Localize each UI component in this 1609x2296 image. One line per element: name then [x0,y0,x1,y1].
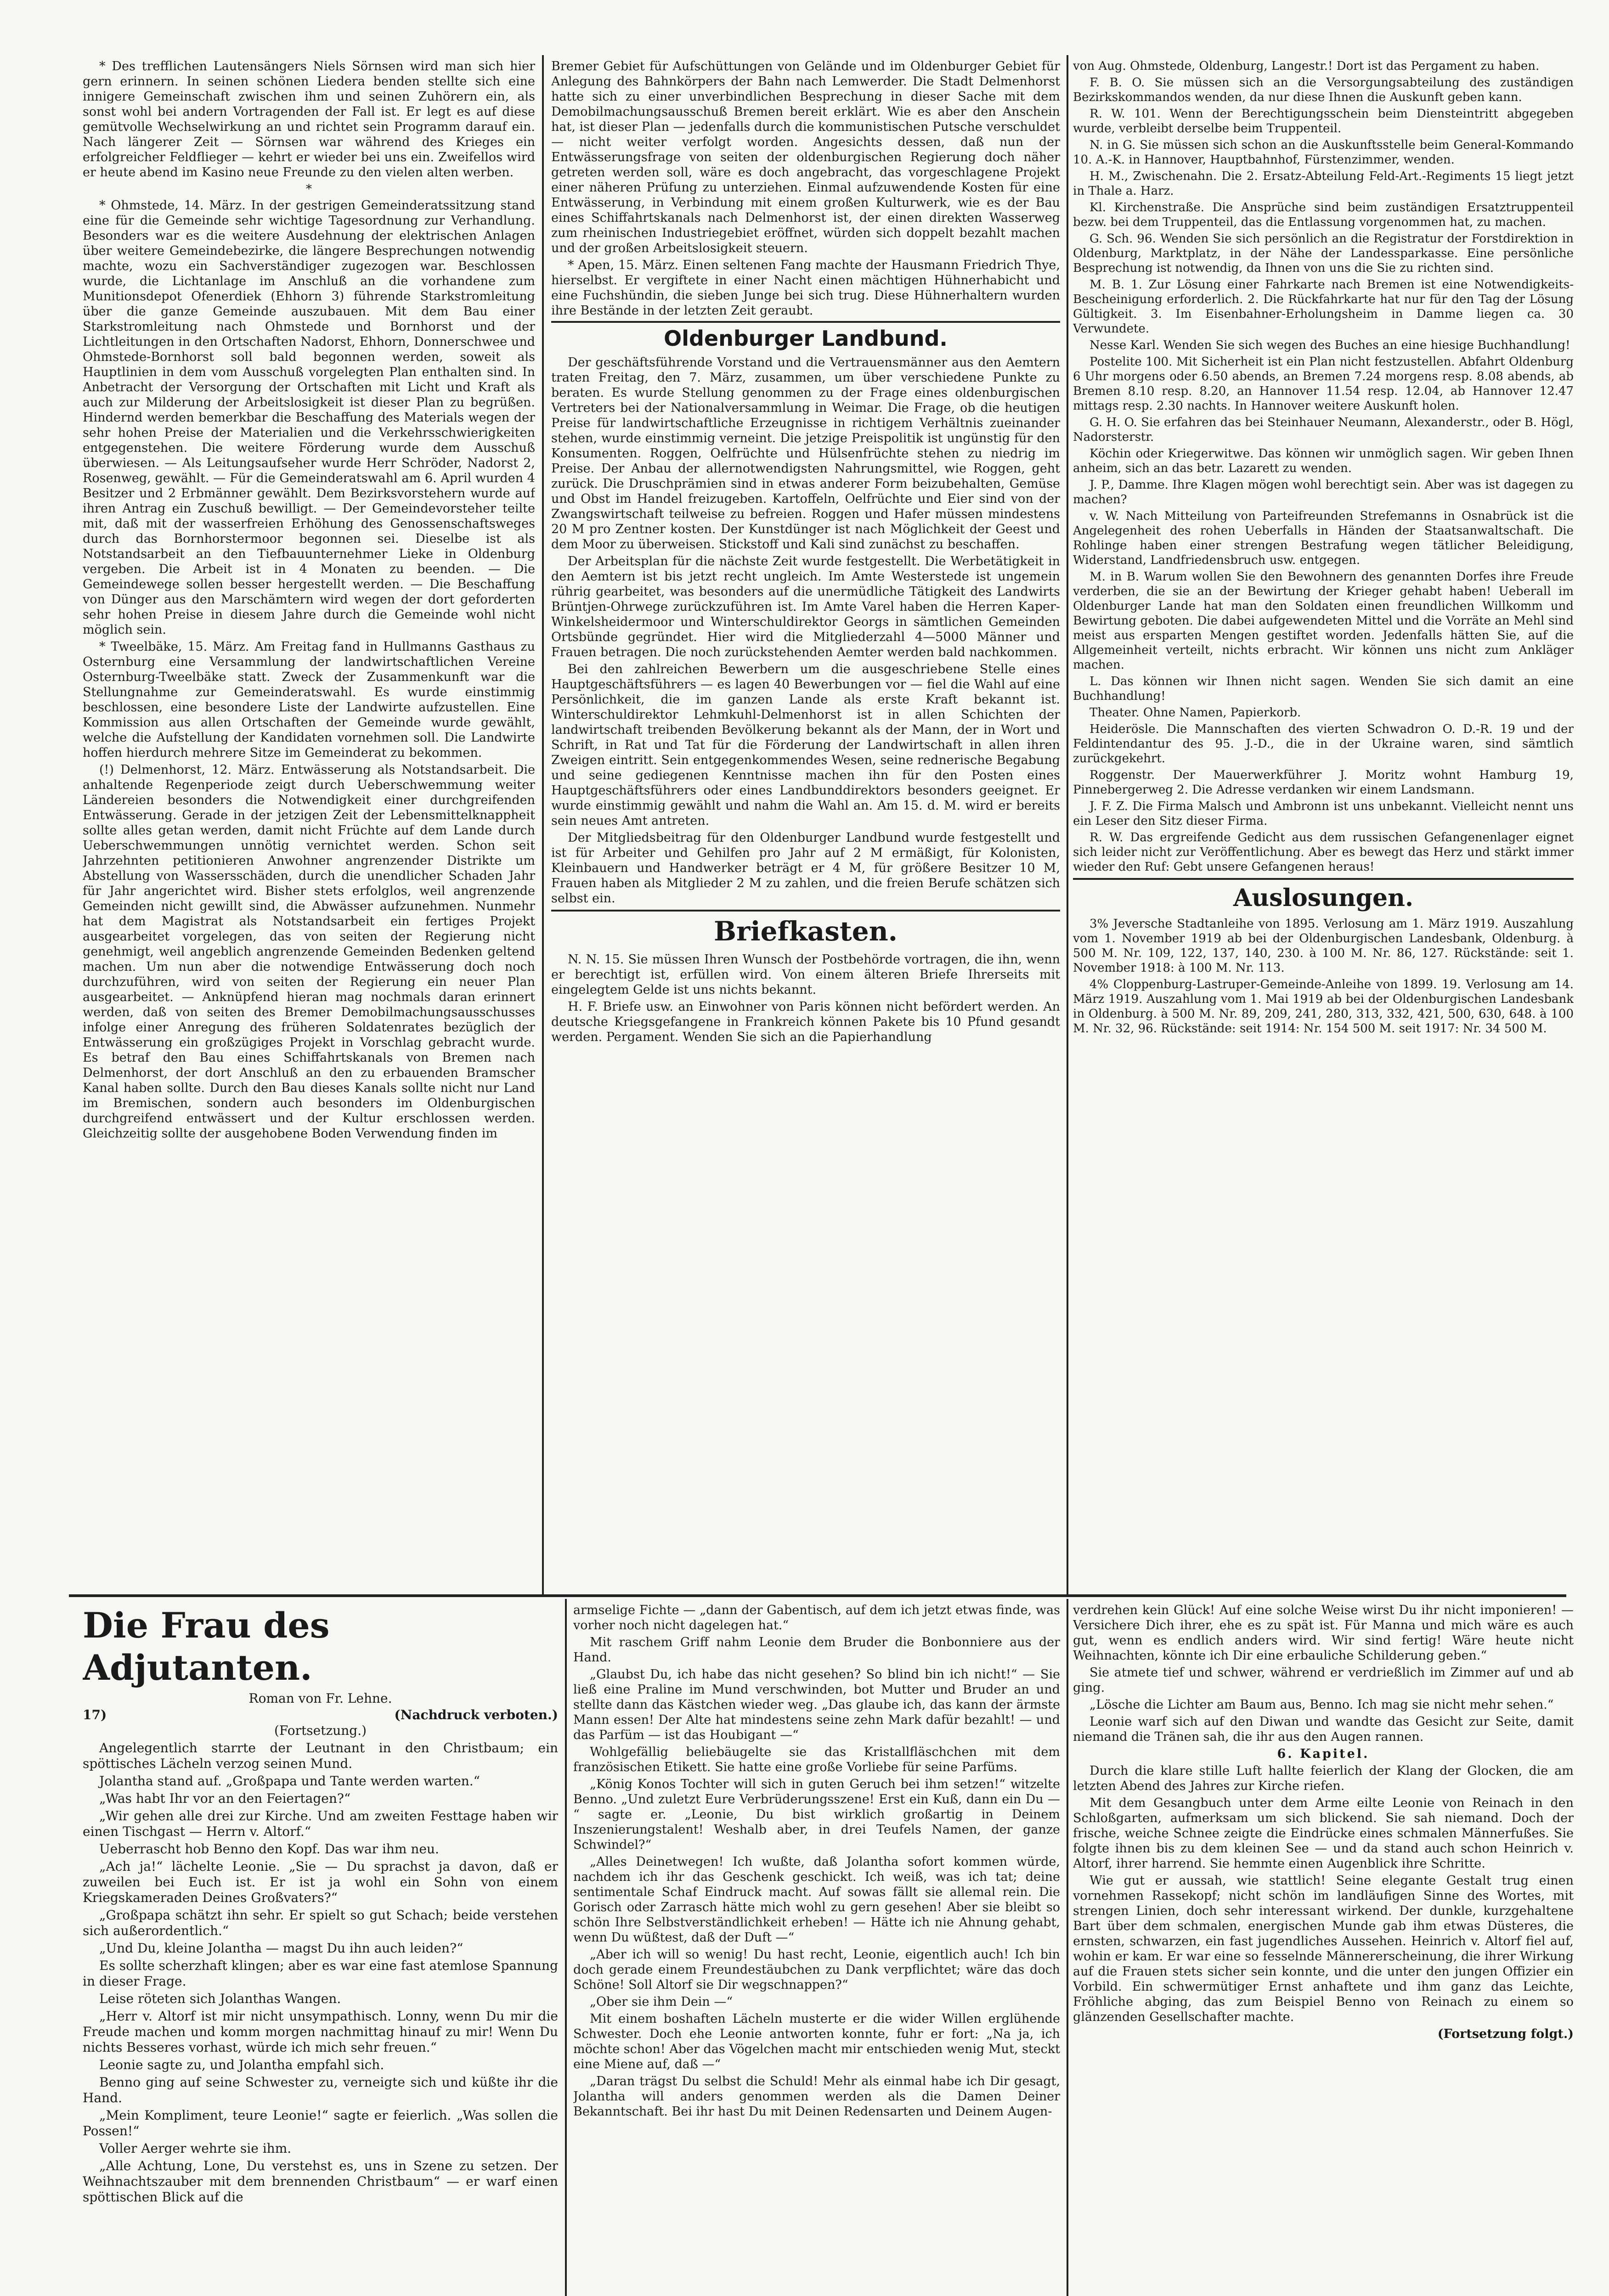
novel-author: Roman von Fr. Lehne. [248,1691,392,1706]
briefkasten-hf: H. F. Briefe usw. an Einwohner von Paris können nicht befördert werden. An deutsche Kriegsgefangene in Frankreich können Pakete bis 10 Pfund gesandt werden. Pergament. Wenden Sie sich an die Papierhandlung [551,1000,1060,1044]
landbund-p3: Bei den zahlreichen Bewerbern um die ausgeschriebene Stelle eines Hauptgeschäftsführers — es lagen 40 Bewerbungen vor — fiel die Wahl auf eine Persönlichkeit, die im ganzen Lande als erste Kraft bekannt ist. Winterschuldirektor Lehmkuhl-Delmenhorst ist in allen Schichten der landwirtschaft treibenden Bevölkerung bekannt als der Mann, der in Wort und Schrift, in Rat und Tat für die Förderung der Landwirtschaft in allen ihren Zweigen eintritt. Sein entgegenkommendes Wesen, seine rednerische Begabung und seine gediegenen Kenntnisse machen ihn für den Posten eines Hauptgeschäftsführers oder eines Landbunddirektors besonders geeignet. Er wurde einstimmig gewählt und nahm die Wahl an. Am 15. d. M. wird er bereits sein neues Amt antreten. [551,662,1060,828]
section-title-auslosungen: Auslosungen. [1233,884,1414,912]
briefkasten-entry: R. W. 101. Wenn der Berechtigungsschein beim Diensteintritt abgegeben wurde, verbleibt derselbe beim Truppenteil. [1073,107,1574,135]
novel-paragraph: „Mein Kompliment, teure Leonie!“ sagte er feierlich. „Was sollen die Possen!“ [83,2108,558,2138]
briefkasten-entry: Köchin oder Kriegerwitwe. Das können wir unmöglich sagen. Wir geben Ihnen anheim, sich an das betr. Lazarett zu wenden. [1073,447,1574,475]
novel-to-be-continued: (Fortsetzung folgt.) [1437,2027,1574,2041]
novel-paragraph: „Daran trägst Du selbst die Schuld! Mehr als einmal habe ich Dir gesagt, Jolantha will anders genommen werden als die Damen Deiner Bekanntschaft. Bei ihr hast Du mit Deinen Redensarten und Deinem Augen- [573,2074,1060,2119]
briefkasten-entry: G. H. O. Sie erfahren das bei Steinhauer Neumann, Alexanderstr., oder B. Högl, Nadorsterstr. [1073,416,1574,444]
novel-paragraph: Leonie sagte zu, und Jolantha empfahl sich. [99,2057,384,2072]
novel-column-1 [83,1603,558,2296]
novel-paragraph: Angelegentlich starrte der Leutnant in den Christbaum; ein spöttisches Lächeln verzog seinen Mund. [83,1740,558,1771]
auslosung-cloppenburg: 4% Cloppenburg-Lastruper-Gemeinde-Anleihe von 1899. 19. Verlosung am 14. März 1919. Auszahlung vom 1. Mai 1919 ab bei der Oldenburgischen Landesbank in Oldenburg. à 500 M. Nr. 89, 209, 241, 280, 313, 332, 421, 500, 630, 648. à 100 M. Nr. 32, 96. Rückstände: seit 1914: Nr. 154 500 M. seit 1917: Nr. 34 500 M. [1073,978,1574,1035]
chapter-heading: 6. Kapitel. [1277,1747,1370,1761]
column-3 [1073,59,1574,1593]
novel-paragraph: Wie gut er aussah, wie stattlich! Seine elegante Gestalt trug einen vornehmen Rassekopf; nicht schön im landläufigen Sinne des Wortes, mit strengen Linien, doch sehr interessant wirkend. Der dunkle, kurzgehaltene Bart über dem schmalen, energischen Munde gab ihm etwas Düsteres, die ernsten, schwarzen, ein fast jugendliches Aussehen. Heinrich v. Altorf fiel auf, wohin er kam. Er war eine so fesselnde Männererscheinung, die ihrer Wirkung auf die Frauen stets sicher sein konnte, und die unter den jungen Offizier ein Vorbild. Ein schwermütiger Ernst anhaftete und ihm ganz das Leichte, Fröhliche abging, das zum Beispiel Benno von Reinach zu einem so glänzenden Gesellschafter machte. [1073,1874,1574,2024]
section-rule [551,321,1060,323]
briefkasten-entry: Nesse Karl. Wenden Sie sich wegen des Buches an eine hiesige Buchhandlung! [1090,338,1570,352]
section-rule [551,910,1060,912]
auslosung-jever: 3% Jeversche Stadtanleihe von 1895. Verlosung am 1. März 1919. Auszahlung vom 1. November 1919 ab bei der Oldenburgischen Landesbank, Oldenburg. à 500 M. Nr. 109, 122, 137, 140, 230. à 100 M. Nr. 86, 127. Rückstände: seit 1. November 1918: à 100 M. Nr. 113. [1073,917,1574,975]
novel-paragraph: „Aber ich will so wenig! Du hast recht, Leonie, eigentlich auch! Ich bin doch gerade einem Freundestäubchen zu Dank verpflichtet; wäre das doch Schöne! Soll Altorf sie Dir wegschnappen?“ [573,1947,1060,1992]
novel-paragraph: Sie atmete tief und schwer, während er verdrießlich im Zimmer auf und ab ging. [1073,1666,1574,1695]
section-rule [1073,878,1574,880]
briefkasten-entry: Kl. Kirchenstraße. Die Ansprüche sind beim zuständigen Ersatztruppenteil bezw. bei dem Truppenteil, das die Entlassung vorgenommen hat, zu machen. [1073,201,1574,229]
briefkasten-entry: von Aug. Ohmstede, Oldenburg, Langestr.! Dort ist das Pergament zu haben. [1073,59,1540,73]
novel-paragraph: Mit einem boshaften Lächeln musterte er die wider Willen erglühende Schwester. Doch ehe Leonie antworten konnte, fuhr er fort: „Na ja, ich möchte schon! Aber das Vögelchen macht mir entschieden wenig Mut, steckt eine Miene auf, daß —“ [573,2012,1060,2071]
novel-paragraph: Leonie warf sich auf den Diwan und wandte das Gesicht zur Seite, damit niemand die Tränen sah, die ihr aus den Augen rannen. [1073,1715,1574,1744]
briefkasten-entry: v. W. Nach Mitteilung von Parteifreunden Strefemanns in Osnabrück ist die Angelegenheit des rohen Ueberfalls in Händen der Staatsanwaltschaft. Die Rohlinge haben einer strengen Bestrafung wegen tätlicher Beleidigung, Widerstand, Landfriedensbruch usw. entgegen. [1073,509,1574,567]
column-2 [551,59,1060,1593]
column-rule [542,55,544,1594]
briefkasten-entry: J. F. Z. Die Firma Malsch und Ambronn ist uns unbekannt. Vielleicht nennt uns ein Leser den Sitz dieser Firma. [1073,799,1574,828]
briefkasten-entry: Heiderösle. Die Mannschaften des vierten Schwadron O. D.-R. 19 und der Feldintendantur des 95. J.-D., die in der Ukraine waren, sind sämtlich zurückgekehrt. [1073,722,1574,765]
briefkasten-entry: N. in G. Sie müssen sich schon an die Auskunftsstelle beim General-Kommando 10. A.-K. in Hannover, Hauptbahnhof, Fürstenzimmer, wenden. [1073,138,1574,167]
novel-column-2 [573,1603,1060,2296]
column-rule [565,1599,567,2296]
novel-number: 17) [83,1707,107,1722]
novel-paragraph: Leise röteten sich Jolanthas Wangen. [99,1991,341,2006]
novel-paragraph: „Ober sie ihm Dein —“ [590,1995,733,2009]
landbund-p4: Der Mitgliedsbeitrag für den Oldenburger Landbund wurde festgestellt und ist für Arbeiter und Gehilfen pro Jahr auf 2 M ermäßigt, für Kolonisten, Kleinbauern und Handwerker beträgt er 4 M, für größere Besitzer 10 M, Frauen haben als Mitglieder 2 M zu zahlen, und die freien Berufe schätzen sich selbst ein. [551,831,1060,906]
novel-paragraph: „Was habt Ihr vor an den Feiertagen?“ [99,1791,351,1806]
novel-paragraph: Jolantha stand auf. „Großpapa und Tante werden warten.“ [99,1773,480,1789]
novel-paragraph: Mit raschem Griff nahm Leonie dem Bruder die Bonbonniere aus der Hand. [573,1635,1060,1665]
briefkasten-entry: G. Sch. 96. Wenden Sie sich persönlich an die Registratur der Forstdirektion in Oldenburg, Marktplatz, in der Nähe der Landessparkasse. Eine persönliche Besprechung ist notwendig, da Ihnen von uns die Sie zu richten sind. [1073,232,1574,275]
landbund-p2: Der Arbeitsplan für die nächste Zeit wurde festgestellt. Die Werbetätigkeit in den Aemtern ist bis jetzt recht ungleich. Im Amte Westerstede ist ungemein rührig gearbeitet, was besonders auf die unermüdliche Tätigkeit des Landwirts Brüntjen-Ohrwege zurückzuführen ist. Im Amte Varel haben die Herren Kaper-Winkelsheidermoor und Winterschuldirektor Georgs in sämtlichen Gemeinden Ortsbünde gegründet. Hier wird die Mitgliederzahl 4—5000 Männer und Frauen betragen. Die noch zurückstehenden Aemter werden bald nachkommen. [551,554,1060,659]
novel-paragraph: Ueberrascht hob Benno den Kopf. Das war ihm neu. [99,1841,439,1857]
novel-continuation: (Fortsetzung.) [274,1723,367,1738]
article-ohmstede: * Ohmstede, 14. März. In der gestrigen Gemeinderatssitzung stand eine für die Gemeinde sehr wichtige Tagesordnung zur Verhandlung. Besonders war es die weitere Ausdehnung der elektrischen Anlagen über weitere Gemeindebezirke, die längere Besprechungen notwendig machte, wozu ein Sachverständiger zugezogen war. Beschlossen wurde, die Lichtanlage im Anschluß an die vorhandene zum Munitionsdepot Ofenerdiek (Ehhorn 3) führende Starkstromleitung über die ganze Gemeinde auszubauen. Mit dem Bau einer Starkstromleitung nach Ohmstede und Bornhorst und der Lichtleitungen in den Ortschaften Nadorst, Ehhorn, Donnerschwee und Ohmstede-Bornhorst soll bald begonnen werden, soweit als Hauptlinien in dem vom Ausschuß vorgelegten Plan enthalten sind. In Anbetracht der Versorgung der Ortschaften mit Licht und Kraft als auch zur Milderung der Arbeitslosigkeit ist dieser Plan zu begrüßen. Hindernd werden bemerkbar die Beschaffung des Materials wegen der sehr hohen Preise der Materialien und die Verkehrsschwierigkeiten entgegenstehen. Die weitere Förderung wurde dem Ausschuß überwiesen. — Als Leitungsaufseher wurde Herr Schröder, Nadorst 2, Rosenweg, gewählt. — Für die Gemeinderatswahl am 6. April wurden 4 Besitzer und 2 Erbmänner gewählt. Dem Bezirksvorstehern wurde auf ihren Antrag ein Zuschuß bewilligt. — Der Gemeindevorsteher teilte mit, daß mit der wasserfreien Erhöhung des Genossenschaftsweges durch das Bornhorstermoor begonnen sei. Dieselbe ist als Notstandsarbeit an den Tiefbauunternehmer Lieke in Oldenburg vergeben. Die Arbeit ist in 4 Monaten zu beenden. — Die Gemeindewege sollen besser hergestellt werden. — Die Beschaffung von Dünger aus den Marschämtern wird wegen der dort geforderten sehr hohen Preise in diesem Jahre durch die Gemeinde wohl nicht möglich sein. [83,198,535,637]
novel-paragraph: Durch die klare stille Luft hallte feierlich der Klang der Glocken, die am letzten Abend des Jahres zur Kirche riefen. [1073,1764,1574,1793]
novel-paragraph: „Glaubst Du, ich habe das nicht gesehen? So blind bin ich nicht!“ — Sie ließ eine Praline im Mund verschwinden, bot Mutter und Bruder an und stellte dann das Kästchen wieder weg. „Das glaube ich, das kann der ärmste Mann essen! Der Alte hat mindestens seine zehn Mark dafür bezahlt! — und das Parfüm — ist das Houbigant —“ [573,1667,1060,1742]
briefkasten-nn15: N. N. 15. Sie müssen Ihren Wunsch der Postbehörde vortragen, die ihn, wenn er berechtigt ist, erfüllen wird. Von einem älteren Briefe Ihrerseits mit eingelegtem Gelde ist uns nichts bekannt. [551,952,1060,997]
column-1 [83,59,535,1593]
briefkasten-entry: Roggenstr. Der Mauerwerkführer J. Moritz wohnt Hamburg 19, Pinnebergerweg 2. Die Adresse verdanken wir einem Landsmann. [1073,768,1574,797]
column-rule [1067,55,1068,1594]
novel-paragraph: Es sollte scherzhaft klingen; aber es war eine fast atemlose Spannung in dieser Frage. [83,1958,558,1989]
article-delmenhorst-cont: Bremer Gebiet für Aufschüttungen von Gelände und im Oldenburger Gebiet für Anlegung des Bahnkörpers der Bahn nach Lemwerder. Die Stadt Delmenhorst hatte sich zu einer unverbindlichen Besprechung in dieser Sache mit dem Demobilmachungsausschuß Bremen bereit erklärt. Wie es aber den Anschein hat, ist dieser Plan — jedenfalls durch die kommunistischen Putsche verschuldet — nicht weiter verfolgt worden. Angesichts dessen, daß nun der Entwässerungsfrage von seiten der oldenburgischen Regierung doch näher getreten werden soll, wäre es doch angebracht, das vorgeschlagene Projekt einer näheren Prüfung zu unterziehen. Einmal aufzuwendende Kosten für eine Entwässerung, in Verbindung mit einem großen Kulturwerk, wie es der Bau eines Schiffahrtskanals nach Delmenhorst ist, der einen direkten Wasserweg zum rheinischen Industriegebiet eröffnet, würden sich doppelt bezahlt machen und der großen Arbeitslosigkeit steuern. [551,59,1060,255]
separator-asterisk: * [306,182,312,196]
briefkasten-entry: Postelite 100. Mit Sicherheit ist ein Plan nicht festzustellen. Abfahrt Oldenburg 6 Uhr morgens oder 6.50 abends, an Bremen 7.24 morgens resp. 8.08 abends, ab Bremen 8.10 resp. 8.20, an Hannover 11.54 resp. 12.04, ab Hannover 12.47 mittags resp. 2.30 nachts. In Hannover weitere Auskunft holen. [1073,355,1574,413]
novel-paragraph: „König Konos Tochter will sich in guten Geruch bei ihm setzen!“ witzelte Benno. „Und zuletzt Eure Verbrüderungsszene! Erst ein Kuß, dann ein Du — “ sagte er. „Leonie, Du bist wirklich großartig in Deinem Inszenierungstalent! Weshalb aber, in drei Teufels Namen, der ganze Schwindel?“ [573,1777,1060,1852]
article-tweelbaeke: * Tweelbäke, 15. März. Am Freitag fand in Hullmanns Gasthaus zu Osternburg eine Versammlung der landwirtschaftlichen Vereine Osternburg-Tweelbäke statt. Zweck der Zusammenkunft war die Stellungnahme zur Gemeinderatswahl. Es wurde einstimmig beschlossen, eine besondere Liste der Landwirte aufzustellen. Eine Kommission aus allen Ortschaften der Gemeinde wurde gewählt, welche die Aufstellung der Kandidaten vornehmen soll. Die Landwirte hoffen hierdurch mehrere Sitze im Gemeinderat zu bekommen. [83,640,535,760]
novel-paragraph: „Lösche die Lichter am Baum aus, Benno. Ich mag sie nicht mehr sehen.“ [1090,1698,1554,1712]
novel-paragraph: „Alle Achtung, Lone, Du verstehst es, uns in Szene zu setzen. Der Weihnachtszauber mit dem brennenden Christbaum“ — er warf einen spöttischen Blick auf die [83,2158,558,2205]
briefkasten-entry: M. in B. Warum wollen Sie den Bewohnern des genannten Dorfes ihre Freude verderben, die sie an der Bewirtung der Krieger gehabt haben! Ueberall im Oldenburger Lande hat man den Soldaten einen freundlichen Willkomm und Bewirtung geboten. Die dabei aufgewendeten Mittel und die Vorräte an Mehl sind meist aus ersparten Mengen gestiftet worden. Jedenfalls hätten Sie, auf die Allgemeinheit verteilt, nichts erbracht. Wir können uns nicht zum Ankläger machen. [1073,570,1574,672]
section-title-landbund: Oldenburger Landbund. [664,326,948,351]
novel-meta [83,1707,558,1723]
landbund-p1: Der geschäftsführende Vorstand und die Vertrauensmänner aus den Aemtern traten Freitag, den 7. März, zusammen, um über verschiedene Punkte zu beraten. Es wurde Stellung genommen zu der Frage eines oldenburgischen Vertreters bei der Nationalversammlung in Weimar. Die Frage, ob die heutigen Preise für landwirtschaftliche Erzeugnisse in richtigem Verhältnis zueinander stehen, wurde einstimmig verneint. Die jetzige Preispolitik ist ungünstig für den Konsumenten. Roggen, Oelfrüchte und Hülsenfrüchte stehen zu niedrig im Preise. Der Anbau der allernotwendigsten Nahrungsmittel, wie Roggen, geht zurück. Die Druschprämien sind in etwas anderer Form beizubehalten, Gemüse und Obst im Handel freizugeben. Kartoffeln, Oelfrüchte und Eier sind von der Zwangswirtschaft teilweise zu befreien. Roggen und Hafer müssen mindestens 20 M pro Zentner kosten. Der Kunstdünger ist nach Möglichkeit der Geest und dem Moor zu überweisen. Stickstoff und Kali sind zunächst zu beschaffen. [551,355,1060,551]
section-title-briefkasten: Briefkasten. [714,916,898,947]
novel-column-3 [1073,1603,1574,2296]
briefkasten-entry: R. W. Das ergreifende Gedicht aus dem russischen Gefangenenlager eignet sich leider nicht zur Veröffentlichung. Aber es bewegt das Herz und stärkt immer wieder den Ruf: Gebt unsere Gefangenen heraus! [1073,831,1574,874]
briefkasten-entry: M. B. 1. Zur Lösung einer Fahrkarte nach Bremen ist eine Notwendigkeits-Bescheinigung erforderlich. 2. Die Rückfahrkarte hat nur für den Tag der Lösung Gültigkeit. 3. Im Eisenbahner-Erholungsheim in Damme liegen ca. 30 Verwundete. [1073,278,1574,336]
novel-paragraph: „Großpapa schätzt ihn sehr. Er spielt so gut Schach; beide verstehen sich außerordentlich.“ [83,1908,558,1938]
novel-title: Die Frau des Adjutanten. [83,1605,330,1688]
feuilleton-rule [69,1594,1566,1597]
article-delmenhorst: (!) Delmenhorst, 12. März. Entwässerung als Notstandsarbeit. Die anhaltende Regenperiode zeigt durch Ueberschwemmung weiter Ländereien besonders die Notwendigkeit einer durchgreifenden Entwässerung. Gerade in der jetzigen Zeit der Lebensmittelknappheit sollte alles getan werden, damit nicht Früchte auf dem Lande durch Ueberschwemmungen unnötig vernichtet werden. Schon seit Jahrzehnten petitionieren Anwohner angrenzender Distrikte um Abstellung von Wassersschäden, durch die unendlicher Schaden Jahr für Jahr angerichtet wird. Bisher stets erfolglos, weil angrenzende Gemeinden nicht gewillt sind, die Abwässer aufzunehmen. Nunmehr hat dem Magistrat als Notstandsarbeit ein fertiges Projekt ausgearbeitet vorgelegen, das von seiten der Regierung nicht genehmigt, weil angeblich angrenzende Gemeinden Bedenken geltend machen. Um nun aber die notwendige Entwässerung doch noch durchzuführen, wird von seiten der Regierung ein neuer Plan ausgearbeitet. — Anknüpfend hieran mag nochmals daran erinnert werden, daß von seiten des Bremer Demobilmachungsausschusses infolge einer Anregung des früheren Soldatenrates bezüglich der Entwässerung ein großzügiges Projekt in Vorschlag gebracht wurde. Es betraf den Bau eines Schiffahrtskanals von Bremen nach Delmenhorst, der dort Anschluß an den zu erbauenden Bramscher Kanal haben sollte. Durch den Bau dieses Kanals sollte nicht nur Land im Bremischen, sondern auch besonders im Oldenburgischen durchgreifend entwässert und der Kultur erschlossen werden. Gleichzeitig sollte der ausgehobene Boden Verwendung finden im [83,763,535,1141]
novel-paragraph: „Alles Deinetwegen! Ich wußte, daß Jolantha sofort kommen würde, nachdem ich ihr das Geschenk geschickt. Ich weiß, was ich tat; deine sentimentale Schaf Eindruck macht. Auf sowas fällt sie allemal rein. Die Gorisch oder Zarrasch hätte mich wohl zu gern gesehen! Aber sie bleibt so schön Ihre Selbstverständlichkeit erheben! — Hätte ich nie Ahnung gehabt, wenn Du wüßtest, daß der Duft —“ [573,1855,1060,1945]
novel-paragraph: Mit dem Gesangbuch unter dem Arme eilte Leonie von Reinach in den Schloßgarten, aufmerksam um sich blickend. Sie sah niemand. Doch der frische, weiche Schnee zeigte die Eindrücke eines schmalen Männerfußes. Sie folgte ihnen bis zu dem kleinen See — und da stand auch schon Heinrich v. Altorf, ihrer harrend. Sie hemmte einen Augenblick ihre Schritte. [1073,1796,1574,1871]
novel-paragraph: „Wir gehen alle drei zur Kirche. Und am zweiten Festtage haben wir einen Tischgast — Herrn v. Altorf.“ [83,1808,558,1839]
novel-paragraph: Voller Aerger wehrte sie ihm. [99,2141,292,2156]
novel-copyright: (Nachdruck verboten.) [394,1707,558,1722]
briefkasten-entry: F. B. O. Sie müssen sich an die Versorgungsabteilung des zuständigen Bezirkskommandos wenden, da nur diese Ihnen die Auskunft geben kann. [1073,76,1574,104]
novel-paragraph: armselige Fichte — „dann der Gabentisch, auf dem ich jetzt etwas finde, was vorher noch nicht dagelegen hat.“ [573,1603,1060,1632]
article-apen: * Apen, 15. März. Einen seltenen Fang machte der Hausmann Friedrich Thye, hierselbst. Er vergiftete in einer Nacht einen mächtigen Hühnerhabicht und eine Fuchshündin, die sieben Junge bei sich trug. Diese Hühnerhaltern wurden ihre Bestände in der letzten Zeit geraubt. [551,258,1060,318]
briefkasten-entry: J. P., Damme. Ihre Klagen mögen wohl berechtigt sein. Aber was ist dagegen zu machen? [1073,478,1574,506]
novel-paragraph: „Und Du, kleine Jolantha — magst Du ihn auch leiden?“ [99,1941,463,1956]
novel-paragraph: „Herr v. Altorf ist mir nicht unsympathisch. Lonny, wenn Du mir die Freude machen und komm morgen nachmittag hinauf zu mir! Wenn Du nichts Besseres vorhast, würde ich mich sehr freuen.“ [83,2009,558,2055]
column-rule [1067,1599,1068,2296]
article-lautensaenger: * Des trefflichen Lautensängers Niels Sörnsen wird man sich hier gern erinnern. In seinen schönen Liedera benden stellte sich eine innigere Gemeinschaft zwischen ihm und seinen Zuhörern ein, als sonst wohl bei andern Vortragenden der Fall ist. Er legt es auf diese gemütvolle Wechselwirkung an und richtet sein Programm darauf ein. Nach längerer Zeit — Sörnsen war während des Krieges ein erfolgreicher Feldflieger — kehrt er wieder bei uns ein. Zweifellos wird er heute abend im Kasino neue Freunde zu den vielen alten werben. [83,59,535,180]
novel-paragraph: Benno ging auf seine Schwester zu, verneigte sich und küßte ihr die Hand. [83,2075,558,2105]
novel-paragraph: Wohlgefällig beliebäugelte sie das Kristallfläschchen mit dem französischen Etikett. Sie hatte eine große Vorliebe für seine Parfüms. [573,1745,1060,1774]
briefkasten-entry: L. Das können wir Ihnen nicht sagen. Wenden Sie sich damit an eine Buchhandlung! [1073,675,1574,703]
briefkasten-entry: Theater. Ohne Namen, Papierkorb. [1090,706,1301,720]
novel-paragraph: „Ach ja!“ lächelte Leonie. „Sie — Du sprachst ja davon, daß er zuweilen bei Euch ist. Er ist ja wohl ein Sohn von einem Kriegskameraden Deines Großvaters?“ [83,1859,558,1905]
briefkasten-entry: H. M., Zwischenahn. Die 2. Ersatz-Abteilung Feld-Art.-Regiments 15 liegt jetzt in Thale a. Harz. [1073,169,1574,198]
novel-paragraph: verdrehen kein Glück! Auf eine solche Weise wirst Du ihr nicht imponieren! — Versichere Dich ihrer, ehe es zu spät ist. Für Manna und mich wäre es auch gut, wenn es endlich anders wird. Wir sind fertig! Wäre heute nicht Weihnachten, könnte ich Dir eine erbauliche Schilderung geben.“ [1073,1603,1574,1663]
